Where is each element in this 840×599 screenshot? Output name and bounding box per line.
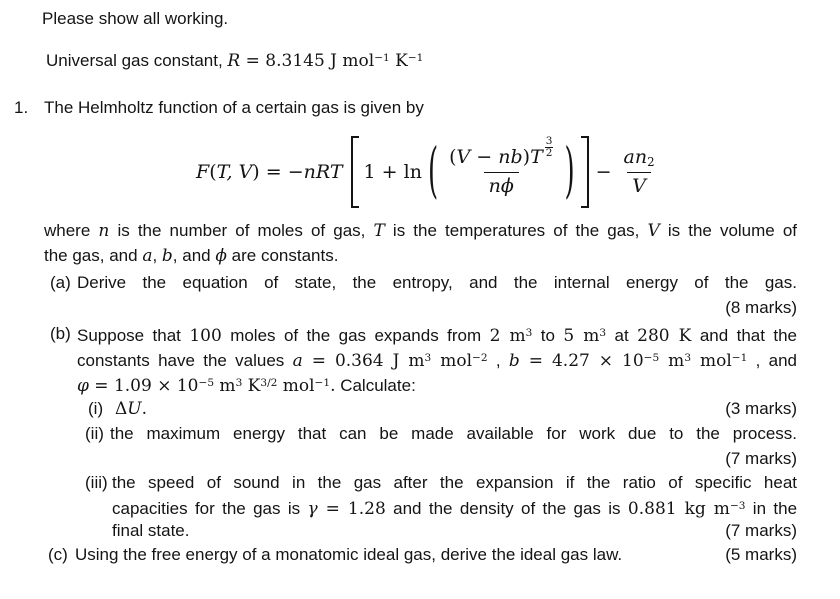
text-segment: is the volume of [659, 221, 798, 240]
text-segment: m [659, 351, 685, 372]
text-segment: 3 [684, 352, 692, 364]
part-b-line2 [77, 346, 797, 374]
left-paren: ( [427, 137, 439, 207]
formula-lhs [196, 161, 343, 184]
minus-sign: − [595, 160, 612, 183]
part-a-label: (a) [50, 273, 71, 292]
text-segment: 280 K [637, 326, 692, 347]
text-segment: Suppose that [77, 326, 190, 346]
exponent-numerator: 3 [545, 135, 553, 148]
text-segment: . [141, 399, 148, 419]
text-segment: −5 [643, 352, 660, 364]
part-b-line1 [77, 321, 797, 349]
gas-constant-line [46, 46, 423, 74]
text-segment: 5 m [563, 326, 600, 347]
attraction-term-fraction [619, 146, 660, 198]
text-segment: −1 [314, 377, 331, 389]
text-segment: in the [745, 499, 798, 519]
text-segment: the maximum energy that can be made available for work due to the process. [110, 424, 797, 443]
text-segment: ( [209, 160, 217, 183]
text-segment: U [127, 399, 142, 419]
text-segment: Universal gas constant, [46, 51, 228, 71]
text-segment: Derive the equation of state, the entropy, and the internal energy of the gas. [77, 273, 797, 292]
right-square-bracket [581, 136, 589, 208]
text-segment: = 4.27 × 10 [519, 351, 644, 372]
text-segment: a [292, 351, 303, 372]
part-b-ii-marks: (7 marks) [725, 449, 797, 468]
text-segment: 3 [599, 327, 607, 339]
where-paragraph-line1 [44, 218, 797, 244]
text-segment: m [214, 376, 236, 397]
text-segment: where [44, 221, 99, 240]
text-segment: −1 [374, 52, 390, 64]
text-segment: a [142, 246, 153, 266]
part-b-ii-text [110, 421, 797, 446]
text-segment: ( [449, 146, 457, 169]
text-segment: Using the free energy of a monatomic ideal gas, derive the ideal gas law. [75, 545, 623, 564]
log-argument-fraction [444, 135, 558, 198]
text-segment: Please show all working. [42, 9, 229, 28]
text-segment: are constants. [226, 246, 339, 265]
text-segment: ) [522, 146, 531, 169]
text-segment: K [389, 51, 408, 72]
part-b-ii-label: (ii) [85, 424, 104, 443]
helmholtz-formula [196, 124, 660, 220]
formula-inner-prefix [364, 161, 422, 184]
part-c-marks: (5 marks) [725, 545, 797, 564]
text-segment: F [196, 160, 210, 183]
part-a-marks: (8 marks) [725, 298, 797, 317]
text-segment: The Helmholtz function of a certain gas is given by [44, 98, 424, 117]
text-segment: 3 [235, 377, 243, 389]
text-segment: V − nb [456, 146, 523, 169]
text-segment: final state. [112, 521, 190, 540]
text-segment: T, V [216, 160, 253, 183]
text-segment: , and [747, 351, 798, 371]
text-segment: is the number of moles of gas, [109, 221, 374, 240]
text-segment: −3 [729, 500, 746, 512]
text-segment: 2 [647, 154, 655, 169]
text-segment: capacities for the gas is [112, 499, 308, 519]
part-b-iii-label: (iii) [85, 473, 108, 492]
text-segment: Δ [115, 399, 128, 419]
exponent-three-halves [545, 136, 554, 159]
part-b-line3 [77, 371, 416, 399]
text-segment: = 8.3145 J mol [240, 51, 375, 72]
attraction-numerator [619, 146, 660, 172]
text-segment: moles of the gas expands from [221, 326, 490, 346]
text-segment: 3/2 [260, 377, 278, 389]
text-segment: V [632, 175, 646, 197]
right-paren: ) [564, 137, 575, 207]
numerator-base [449, 146, 543, 169]
text-segment: mol [691, 351, 732, 372]
text-segment: −1 [731, 352, 748, 364]
part-a-text [77, 270, 797, 295]
text-segment: −2 [472, 352, 488, 364]
text-segment: and the density of the gas is [385, 499, 628, 519]
part-b-label: (b) [50, 324, 71, 343]
text-segment: = 0.364 J m [302, 351, 425, 372]
text-segment: 3 [424, 352, 432, 364]
text-segment: T [530, 146, 543, 169]
text-segment: , and [172, 246, 216, 265]
text-segment: mol [431, 351, 473, 372]
part-b-i-marks: (3 marks) [725, 399, 797, 418]
text-segment: T [373, 221, 385, 241]
text-segment: b [508, 351, 520, 372]
text-segment: and that the [691, 326, 798, 346]
left-square-bracket [351, 136, 359, 208]
text-segment: φ [77, 376, 89, 397]
text-segment: nϕ [488, 175, 514, 198]
text-segment: , [487, 351, 509, 371]
text-segment: the gas, and [44, 246, 143, 265]
text-segment: nRT [303, 160, 343, 183]
text-segment: V [647, 221, 660, 241]
text-segment: −5 [198, 377, 215, 389]
text-segment: at [606, 326, 638, 346]
instruction-line [42, 6, 228, 31]
question-number: 1. [14, 98, 29, 117]
part-c-label: (c) [48, 545, 68, 564]
text-segment: ) = − [252, 160, 304, 183]
part-b-i-label: (i) [88, 399, 104, 418]
question-intro [44, 95, 424, 120]
text-segment: Calculate: [335, 376, 416, 396]
text-segment: 100 [189, 326, 222, 347]
text-segment: 0.881 kg m [627, 499, 730, 520]
text-segment: constants have the values [77, 351, 293, 371]
fraction-numerator [444, 135, 558, 172]
text-segment: is the temperatures of the gas, [384, 221, 648, 240]
text-segment: mol [277, 376, 315, 397]
fraction-denominator [484, 172, 519, 198]
text-segment: the speed of sound in the gas after the expansion if the ratio of specific heat [112, 473, 797, 492]
part-b-iii-marks: (7 marks) [725, 521, 797, 540]
text-segment: ϕ [215, 246, 227, 266]
where-paragraph-line2 [44, 243, 338, 269]
text-segment: an [623, 146, 648, 169]
attraction-denominator [627, 172, 651, 198]
text-segment: , [152, 246, 162, 265]
text-segment: b [161, 246, 173, 266]
text-segment: −1 [407, 52, 424, 64]
text-segment: n [98, 221, 110, 241]
text-segment: γ [307, 499, 318, 520]
text-segment: 1 + ln [363, 160, 422, 183]
text-segment: 3 [525, 327, 533, 339]
part-b-iii-line1 [112, 470, 797, 495]
text-segment: R [227, 51, 241, 72]
text-segment: to [532, 326, 564, 346]
text-segment: = 1.09 × 10 [88, 376, 199, 397]
text-segment: . [330, 376, 336, 397]
text-segment: K [242, 376, 261, 397]
exponent-denominator: 2 [545, 147, 553, 160]
text-segment: = 1.28 [317, 499, 386, 520]
text-segment: 2 m [489, 326, 526, 347]
